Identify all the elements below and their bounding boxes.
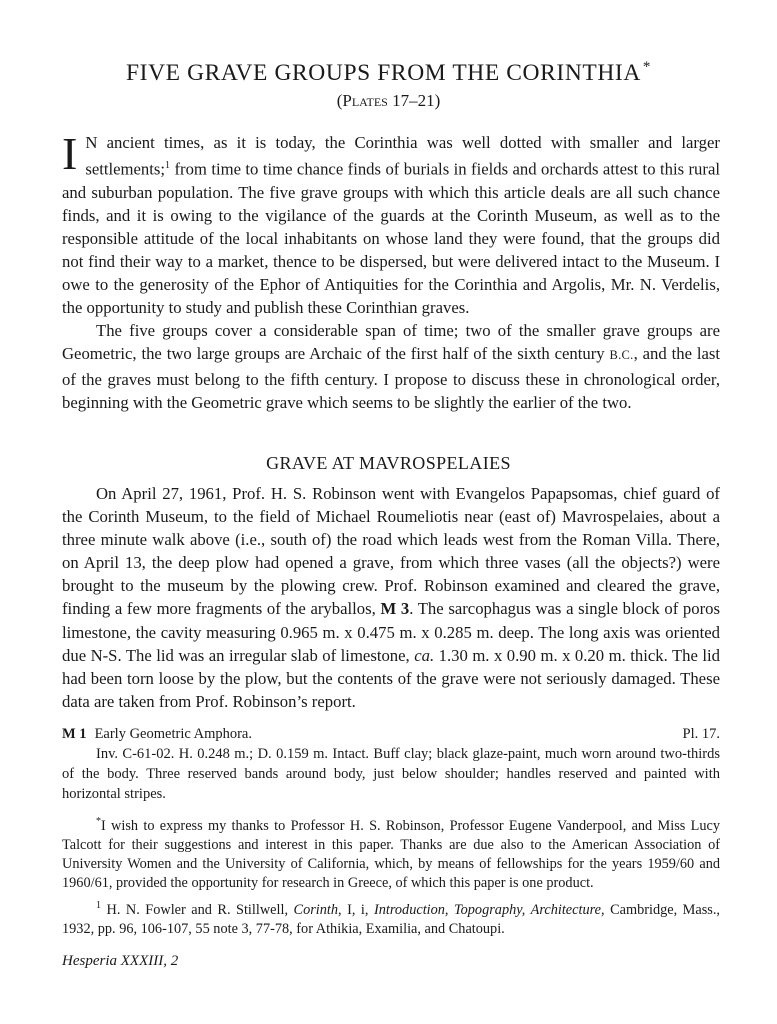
section-body: [62, 482, 720, 713]
footnote-star-marker: *: [96, 816, 101, 827]
footnotes: [62, 812, 720, 939]
journal-footer: Hesperia XXXIII, 2: [62, 953, 179, 969]
catalog-plate: Pl. 17.: [682, 726, 720, 742]
footnote-1-marker: 1: [96, 899, 101, 911]
section-text-b: . The sarcophagus was a single block of poros limestone, the cavity measuring 0.965 m. x 0.475 m. x 0.285 m. deep. The long axis was oriented due N-S. The lid was an irregular slab of limestone,: [62, 599, 720, 665]
plates-reference: [0, 89, 777, 113]
section-text-c: 1.30 m. x 0.90 m. x 0.20 m. thick. The lid had been torn loose by the plow, but the contents of the grave were not seriously damaged. These data are taken from Prof. Robinson’s report.: [62, 645, 720, 711]
footnote-1-text-e: , Cambridge, Mass., 1932, pp. 96, 106-107, 55 note 3, 77-78, for Athikia, Examilia, and Chatoupi.: [62, 901, 720, 937]
catalog-entry: [62, 724, 720, 804]
catalog-heading: [62, 724, 720, 744]
footnote-1: [62, 896, 720, 939]
intro2-text-a: The five groups cover a considerable span of time; two of the smaller grave groups are Geometric, the two large groups are Archaic of the first half of the sixth century: [62, 321, 720, 364]
intro-paragraph: [62, 128, 720, 319]
page-title: [0, 52, 777, 88]
catalog-description: Inv. C-61-02. H. 0.248 m.; D. 0.159 m. Intact. Buff clay; black glaze-paint, much worn around two-thirds of the body. Three reserved bands around body, just below shoulder; handles reserved and painted with horizontal stripes.: [62, 746, 720, 802]
catalog-title: [62, 724, 252, 744]
bc-abbrev: B.C.: [609, 348, 634, 363]
footnote-star: [62, 812, 720, 894]
section-text-a: On April 27, 1961, Prof. H. S. Robinson went with Evangelos Papapsomas, chief guard of the Corinth Museum, to the field of Michael Roumeliotis near (east of) Mavrospelaies, about a three minute walk above (i.e., south of) the road which leads west from the Roman Villa. There, on April 13, the deep plow had opened a grave, from which three vases (all the objects?) were brought to the museum by the plowing crew. Prof. Robinson examined and cleared the grave, finding a few more fragments of the aryballos,: [62, 484, 720, 619]
catalog-ref-m3: M 3: [380, 599, 410, 619]
footnote-ref-1[interactable]: 1: [165, 160, 171, 172]
footnote-1-title-corinth: Corinth: [293, 901, 339, 918]
footnote-1-text-a: H. N. Fowler and R. Stillwell,: [106, 901, 289, 918]
catalog-id: M 1: [62, 726, 87, 742]
section-paragraph: [62, 482, 720, 713]
catalog-name: Early Geometric Amphora.: [94, 726, 252, 742]
drop-cap: I: [62, 128, 78, 179]
footnote-star-text: I wish to express my thanks to Professor H. S. Robinson, Professor Eugene Vanderpool, and Miss Lucy Talcott for their suggestions and interest in this paper. Thanks are due also to the American Association of University Women and the University of California, which, by means of fellowships for the years 1959/60 and 1960/61, provided the opportunity for research in Greece, of which this paper is one product.: [62, 817, 720, 892]
title-text: FIVE GRAVE GROUPS FROM THE CORINTHIA: [125, 60, 641, 86]
title-footnote-marker[interactable]: *: [642, 59, 652, 75]
plates-text: (Plates 17–21): [336, 91, 441, 110]
intro2-text-b: , and the last of the graves must belong to the fifth century. I propose to discuss these in chronological order, beginning with the Geometric grave which seems to be slightly the earlier of the two.: [62, 344, 721, 412]
intro-section: [62, 128, 721, 414]
section-heading: GRAVE AT MAVROSPELAIES: [266, 453, 511, 473]
footnote-1-title-intro: Introduction, Topography, Architecture: [373, 901, 601, 918]
intro-paragraph-2: [62, 319, 720, 413]
intro-text-a: N ancient times, as it is today, the Corinthia was well dotted with smaller and larger settlements;: [85, 133, 720, 179]
footnote-1-text-c: , I, i,: [338, 901, 369, 918]
intro-text-b: from time to time chance finds of burials in fields and orchards attest to this rural and suburban population. The five grave groups with which this article deals are all such chance finds, and it is owing to the vigilance of the guards at the Corinth Museum, as well as to the responsible attitude of the local inhabitants on whose land they were found, that the groups did not find their way to a market, thence to be dispersed, but were delivered intact to the Museum. I owe to the generosity of the Ephor of Antiquities for the Corinthia and Argolis, Mr. N. Verdelis, the opportunity to study and publish these Corinthian graves.: [62, 159, 720, 318]
circa-abbrev: ca.: [414, 645, 435, 665]
